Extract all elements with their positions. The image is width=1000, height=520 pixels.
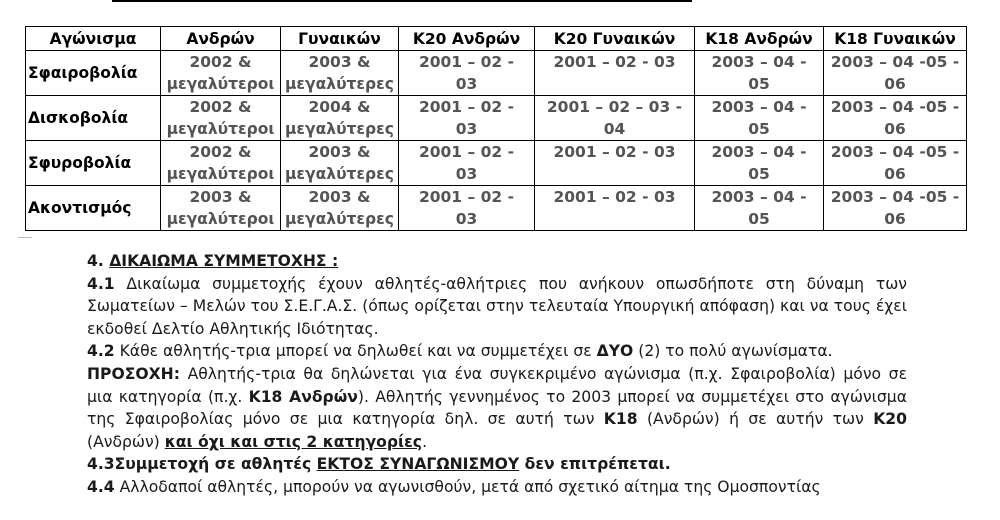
cell-text: 2002 & μεγαλύτεροι bbox=[166, 143, 275, 183]
cell-text: 2004 & μεγαλύτερες bbox=[285, 98, 394, 138]
section-number: 4. bbox=[87, 252, 104, 270]
margin-mark bbox=[18, 237, 32, 238]
table-cell bbox=[399, 51, 535, 96]
cell-text: 2003 – 04 -05 - 06 bbox=[830, 188, 960, 228]
paragraph-number: 4.2 bbox=[87, 342, 115, 361]
table-header-row bbox=[26, 27, 967, 51]
cell-text: 2002 & μεγαλύτεροι bbox=[166, 98, 275, 138]
attention-label: ΠΡΟΣΟΧΗ: bbox=[87, 364, 180, 383]
cell-text: 2003 – 04 -05 - 06 bbox=[830, 143, 960, 183]
cell-text: 2003 & μεγαλύτερες bbox=[285, 188, 394, 228]
header-event: Αγώνισμα bbox=[26, 27, 161, 51]
paragraph-text: . bbox=[422, 432, 428, 451]
event-name: Ακοντισμός bbox=[26, 186, 161, 231]
cell-text: 2003 – 04 - 05 bbox=[711, 98, 807, 138]
header-women: Γυναικών bbox=[281, 27, 399, 51]
table-row bbox=[26, 186, 967, 231]
emphasis-k18-men: Κ18 Ανδρών bbox=[248, 387, 358, 406]
cell-text: 2003 & μεγαλύτεροι bbox=[166, 188, 275, 228]
emphasis-k18: Κ18 bbox=[603, 410, 638, 429]
cell-text: 2002 & μεγαλύτεροι bbox=[166, 53, 275, 93]
table-cell bbox=[695, 96, 824, 141]
paragraph-4-1 bbox=[87, 273, 907, 341]
cell-text: 2003 & μεγαλύτερες bbox=[285, 143, 394, 183]
cell-text: 2001 – 02 - 03 bbox=[418, 143, 515, 183]
paragraph-4-4 bbox=[87, 476, 907, 499]
table-cell bbox=[535, 141, 695, 186]
table-cell bbox=[281, 141, 399, 186]
cell-text: 2003 – 04 - 05 bbox=[711, 143, 807, 183]
header-u20-men: Κ20 Ανδρών bbox=[399, 27, 535, 51]
attention-paragraph bbox=[87, 363, 907, 453]
paragraph-text: ). Αθλητής γεννημένος το 2003 μπορεί να συμμετέχει στο αγώνισμα της Σφαιροβολίας μόνο σε μια κατηγορία δηλ. σε αυτή των bbox=[87, 387, 907, 429]
table-cell bbox=[535, 96, 695, 141]
emphasis-two: ΔΥΟ bbox=[596, 342, 634, 361]
table-cell bbox=[695, 141, 824, 186]
table-cell bbox=[399, 186, 535, 231]
cell-text: 2001 – 02 - 03 bbox=[553, 53, 676, 71]
event-name: Σφυροβολία bbox=[26, 141, 161, 186]
paragraph-text: (Ανδρών) bbox=[87, 432, 165, 451]
table-cell bbox=[281, 51, 399, 96]
table-cell bbox=[535, 186, 695, 231]
header-u18-women: Κ18 Γυναικών bbox=[824, 27, 967, 51]
cell-text: 2001 – 02 - 03 bbox=[418, 53, 515, 93]
section-heading bbox=[87, 250, 907, 273]
cell-text: 2003 – 04 -05 - 06 bbox=[830, 98, 960, 138]
table-cell bbox=[824, 186, 967, 231]
table-cell bbox=[824, 141, 967, 186]
table-cell bbox=[695, 51, 824, 96]
table-cell bbox=[695, 186, 824, 231]
table-row bbox=[26, 96, 967, 141]
document-body bbox=[87, 250, 907, 499]
table-cell bbox=[281, 96, 399, 141]
paragraph-4-3 bbox=[87, 453, 907, 476]
event-name: Δισκοβολία bbox=[26, 96, 161, 141]
cell-text: 2003 & μεγαλύτερες bbox=[285, 53, 394, 93]
cell-text: 2001 – 02 – 03 - 04 bbox=[546, 98, 683, 138]
emphasis-k20: Κ20 bbox=[873, 410, 907, 429]
paragraph-text: (Ανδρών) ή σε αυτήν των bbox=[637, 410, 874, 429]
table-cell bbox=[281, 186, 399, 231]
paragraph-text: Κάθε αθλητής-τρια μπορεί να δηλωθεί και να συμμετέχει σε bbox=[114, 342, 597, 361]
emphasis-out-of-competition: ΕΚΤΟΣ ΣΥΝΑΓΩΝΙΣΜΟΥ bbox=[316, 455, 520, 474]
table-cell bbox=[161, 141, 281, 186]
top-rule bbox=[112, 0, 692, 2]
paragraph-number: 4.1 bbox=[87, 274, 115, 293]
table-cell bbox=[399, 141, 535, 186]
cell-text: 2001 – 02 - 03 bbox=[418, 98, 515, 138]
paragraph-text: Αθλητής-τρια θα δηλώνεται για ένα συγκεκριμένο αγώνισμα (π.χ. Σφαιροβολία) μόνο σε μια κατηγορία (π.χ. bbox=[87, 364, 907, 406]
table-cell bbox=[161, 51, 281, 96]
cell-text: 2001 – 02 - 03 bbox=[418, 188, 515, 228]
cell-text: 2003 – 04 -05 - 06 bbox=[830, 53, 960, 93]
paragraph-text: Αλλοδαποί αθλητές, μπορούν να αγωνισθούν, μετά από σχετικό αίτημα της Ομοσποντίας bbox=[114, 477, 821, 496]
table-cell bbox=[824, 51, 967, 96]
event-name: Σφαιροβολία bbox=[26, 51, 161, 96]
cell-text: 2001 – 02 - 03 bbox=[553, 188, 676, 206]
cell-text: 2003 – 04 - 05 bbox=[711, 53, 807, 93]
table-cell bbox=[161, 96, 281, 141]
paragraph-number: 4.4 bbox=[87, 477, 115, 496]
cell-text: 2001 – 02 - 03 bbox=[553, 143, 676, 161]
paragraph-text: (2) το πολύ αγωνίσματα. bbox=[633, 342, 833, 361]
categories-table bbox=[25, 26, 967, 231]
emphasis-not-both: και όχι και στις 2 κατηγορίες bbox=[164, 432, 423, 451]
paragraph-text: 4.3Συμμετοχή σε αθλητές bbox=[87, 455, 317, 474]
table-row bbox=[26, 141, 967, 186]
table-cell bbox=[824, 96, 967, 141]
header-u18-men: Κ18 Ανδρών bbox=[695, 27, 824, 51]
table-cell bbox=[399, 96, 535, 141]
table-cell bbox=[535, 51, 695, 96]
paragraph-4-2 bbox=[87, 340, 907, 363]
paragraph-text: δεν επιτρέπεται. bbox=[519, 455, 671, 474]
table-cell bbox=[161, 186, 281, 231]
header-u20-women: Κ20 Γυναικών bbox=[535, 27, 695, 51]
header-men: Ανδρών bbox=[161, 27, 281, 51]
table-row bbox=[26, 51, 967, 96]
cell-text: 2003 – 04 - 05 bbox=[711, 188, 807, 228]
paragraph-text: Δικαίωμα συμμετοχής έχουν αθλητές-αθλήτριες που ανήκουν οπωσδήποτε στη δύναμη των Σωματείων – Μελών του Σ.Ε.Γ.Α.Σ. (όπως ορίζεται στην τελευταία Υπουργική απόφαση) και να τους έχει εκδοθεί Δελτίο Αθλητικής Ιδιότητας. bbox=[87, 274, 907, 338]
section-title: ΔΙΚΑΙΩΜΑ ΣΥΜΜΕΤΟΧΗΣ : bbox=[109, 252, 339, 270]
